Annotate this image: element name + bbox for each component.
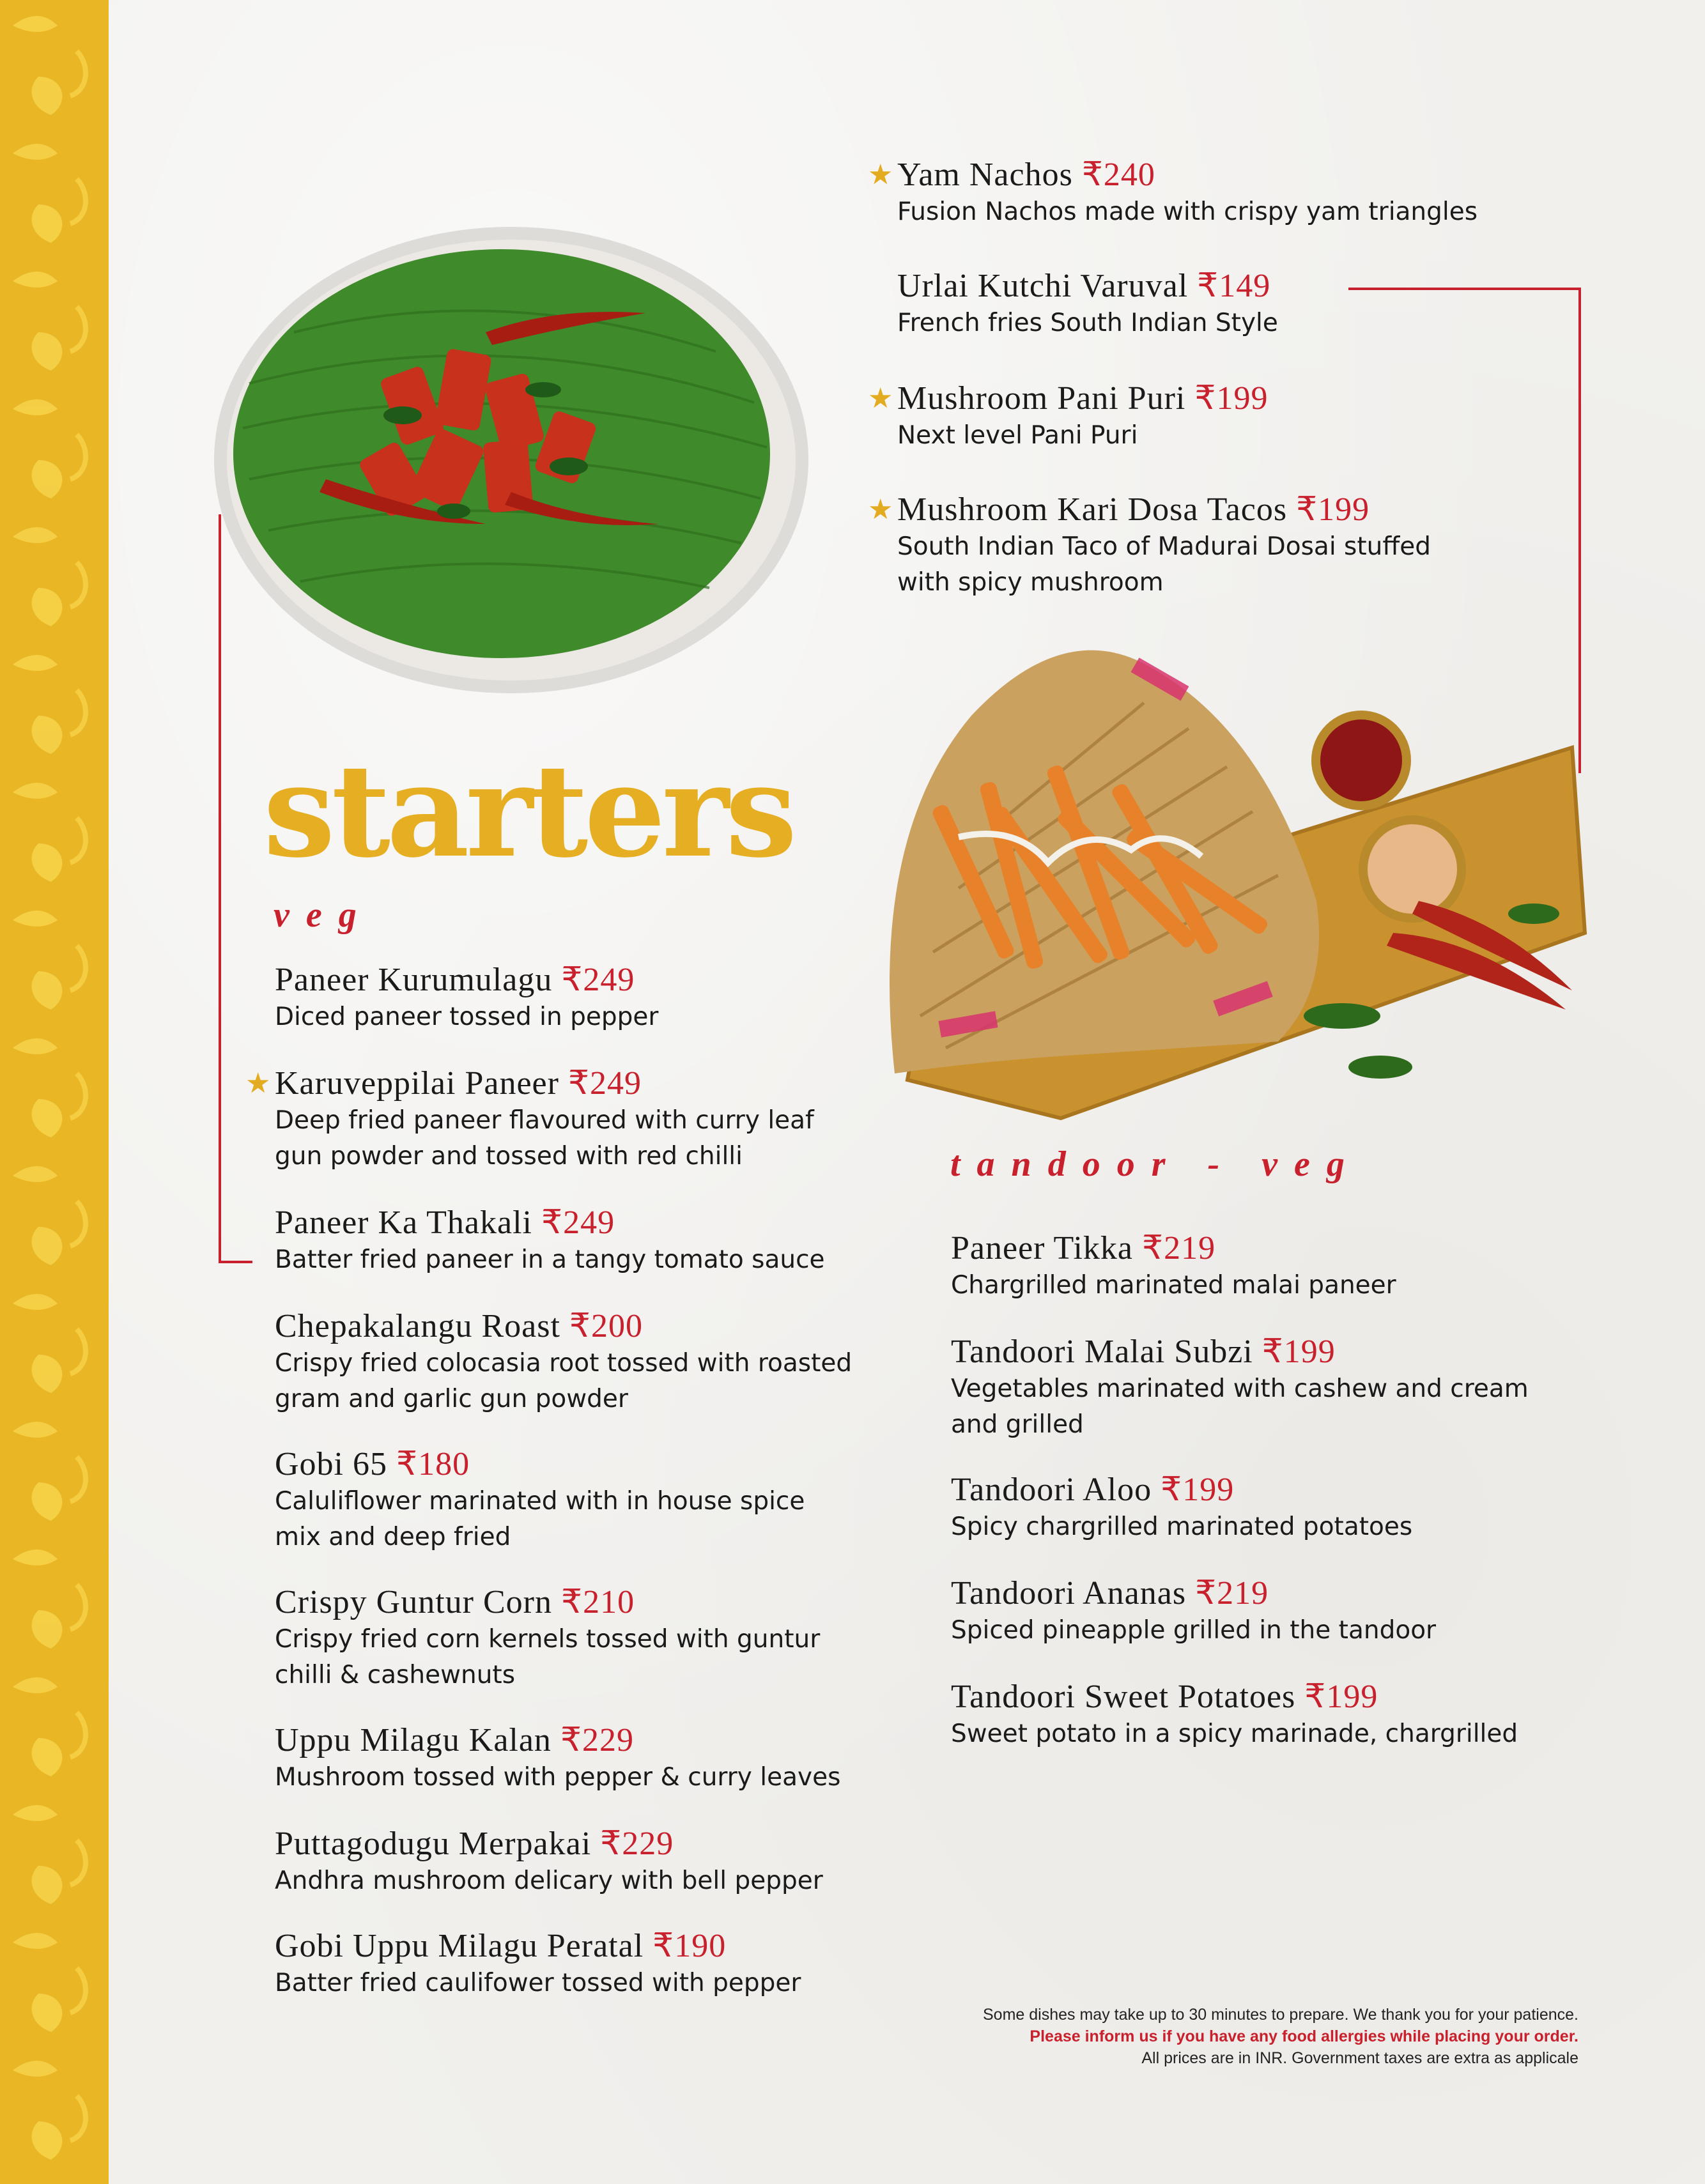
menu-item-description: Next level Pani Puri [897, 421, 1138, 450]
menu-item [951, 1229, 1396, 1303]
menu-item-description-cont: and grilled [951, 1410, 1084, 1439]
menu-item-name [275, 1721, 840, 1760]
star-icon: ★ [245, 1068, 271, 1099]
section-title: starters [263, 736, 794, 886]
menu-item-name [951, 1229, 1396, 1268]
menu-item-title: Tandoori Sweet Potatoes [951, 1679, 1296, 1715]
menu-item [868, 380, 1269, 454]
menu-item-price: ₹249 [561, 962, 635, 998]
menu-item-description-cont: mix and deep fried [275, 1523, 511, 1551]
menu-item-name [275, 1583, 820, 1622]
menu-item [275, 1307, 852, 1417]
menu-item [868, 156, 1478, 230]
menu-item-name [897, 156, 1477, 194]
menu-item-description: Spiced pineapple grilled in the tandoor [951, 1616, 1437, 1645]
menu-item-price: ₹240 [1081, 157, 1155, 193]
menu-item-price: ₹149 [1197, 268, 1271, 304]
menu-item-description: Chargrilled marinated malai paneer [951, 1271, 1396, 1300]
menu-item-title: Gobi Uppu Milagu Peratal [275, 1928, 644, 1964]
menu-item [275, 1583, 820, 1693]
menu-item-title: Paneer Ka Thakali [275, 1204, 532, 1241]
menu-item-description: Batter fried caulifower tossed with pepper [275, 1969, 801, 1997]
paneer-dish-photo [211, 224, 812, 696]
menu-item-description: Crispy fried colocasia root tossed with roasted [275, 1349, 852, 1378]
menu-item-description: Spicy chargrilled marinated potatoes [951, 1512, 1413, 1541]
menu-item-price: ₹210 [561, 1584, 635, 1620]
menu-item [275, 961, 658, 1035]
menu-item-price: ₹229 [560, 1722, 635, 1758]
menu-item [951, 1574, 1436, 1649]
veg-subheading: veg [274, 895, 373, 935]
menu-item-price: ₹249 [541, 1204, 615, 1241]
menu-item-title: Tandoori Malai Subzi [951, 1334, 1262, 1370]
menu-item-price: ₹199 [1161, 1472, 1235, 1508]
menu-item-description: Sweet potato in a spicy marinade, chargrilled [951, 1719, 1518, 1748]
menu-item-price: ₹180 [396, 1446, 470, 1482]
menu-item-price: ₹199 [1194, 380, 1269, 417]
footer-prep-note: Some dishes may take up to 30 minutes to prepare. We thank you for your patience. [983, 2006, 1578, 2024]
menu-item-title: Karuveppilai Paneer [275, 1065, 559, 1102]
star-icon: ★ [868, 159, 893, 190]
menu-item-price: ₹249 [567, 1065, 642, 1102]
menu-item [245, 1065, 814, 1174]
menu-item-description: Crispy fried corn kernels tossed with guntur [275, 1625, 821, 1654]
menu-item [275, 1825, 823, 1899]
menu-item-price: ₹219 [1142, 1230, 1216, 1266]
menu-item-description-cont: gram and garlic gun powder [275, 1385, 628, 1413]
tandoor-veg-subheading: tandoor - veg [950, 1144, 1361, 1184]
menu-item-price: ₹219 [1195, 1575, 1269, 1611]
menu-item-name [951, 1574, 1436, 1613]
menu-item-name [951, 1471, 1412, 1509]
menu-item-description: Vegetables marinated with cashew and cream [951, 1374, 1529, 1403]
menu-item-title: Gobi 65 [275, 1446, 387, 1482]
menu-item-description: Mushroom tossed with pepper & curry leaves [275, 1763, 841, 1792]
menu-item-name [275, 1307, 852, 1346]
menu-item-description-cont: chilli & cashewnuts [275, 1661, 516, 1689]
menu-item [275, 1721, 840, 1796]
footer-notes [983, 2004, 1578, 2069]
menu-item-title: Paneer Tikka [951, 1230, 1133, 1266]
menu-item-price: ₹190 [652, 1928, 727, 1964]
star-icon: ★ [868, 383, 893, 414]
footer-price-note: All prices are in INR. Government taxes are extra as applicale [1141, 2049, 1578, 2067]
menu-item-title: Urlai Kutchi Varuval [897, 268, 1189, 304]
menu-item-description: Deep fried paneer flavoured with curry leaf [275, 1106, 814, 1135]
menu-item-name [275, 1445, 805, 1484]
menu-item [868, 491, 1431, 601]
menu-item-description: Fusion Nachos made with crispy yam triangles [897, 197, 1478, 226]
menu-item-name [275, 961, 658, 999]
menu-item-name [275, 1204, 825, 1242]
menu-item-price: ₹199 [1261, 1334, 1336, 1370]
menu-item [951, 1333, 1529, 1443]
menu-item-name [897, 380, 1268, 418]
menu-item [897, 267, 1278, 341]
menu-item-title: Mushroom Kari Dosa Tacos [897, 491, 1288, 528]
menu-item-description: Diced paneer tossed in pepper [275, 1003, 659, 1031]
fries-basket-photo [856, 633, 1642, 1137]
menu-item [275, 1204, 825, 1278]
menu-item [275, 1927, 801, 2001]
star-icon: ★ [868, 494, 893, 525]
menu-item-price: ₹199 [1296, 491, 1370, 528]
menu-item-title: Puttagodugu Merpakai [275, 1826, 592, 1862]
menu-item-title: Uppu Milagu Kalan [275, 1722, 552, 1758]
menu-item-name [275, 1065, 814, 1103]
menu-item [951, 1471, 1412, 1545]
menu-item-name [275, 1825, 823, 1863]
menu-item-title: Paneer Kurumulagu [275, 962, 553, 998]
menu-item [951, 1678, 1518, 1752]
menu-item-name [897, 267, 1278, 305]
menu-item-title: Mushroom Pani Puri [897, 380, 1186, 417]
menu-item-description: Batter fried paneer in a tangy tomato sauce [275, 1245, 825, 1274]
menu-item-title: Tandoori Ananas [951, 1575, 1196, 1611]
menu-item-title: Tandoori Aloo [951, 1472, 1152, 1508]
menu-item-title: Yam Nachos [897, 157, 1073, 193]
menu-item-price: ₹229 [600, 1826, 674, 1862]
footer-allergy-warning: Please inform us if you have any food allergies while placing your order. [1030, 2027, 1578, 2045]
menu-item-description: French fries South Indian Style [897, 309, 1278, 337]
menu-item-title: Chepakalangu Roast [275, 1308, 560, 1344]
menu-item [275, 1445, 805, 1555]
menu-item-name [275, 1927, 801, 1965]
menu-item-description-cont: gun powder and tossed with red chilli [275, 1142, 743, 1171]
menu-item-price: ₹200 [569, 1308, 643, 1344]
menu-item-description: Andhra mushroom delicary with bell pepper [275, 1866, 823, 1895]
menu-item-name [897, 491, 1431, 529]
menu-item-name [951, 1333, 1529, 1371]
menu-item-description: Caluliflower marinated with in house spice [275, 1487, 805, 1516]
menu-item-price: ₹199 [1304, 1679, 1378, 1715]
menu-item-title: Crispy Guntur Corn [275, 1584, 552, 1620]
menu-item-description: South Indian Taco of Madurai Dosai stuffed [897, 532, 1431, 561]
menu-item-name [951, 1678, 1518, 1716]
menu-item-description-cont: with spicy mushroom [897, 568, 1164, 597]
